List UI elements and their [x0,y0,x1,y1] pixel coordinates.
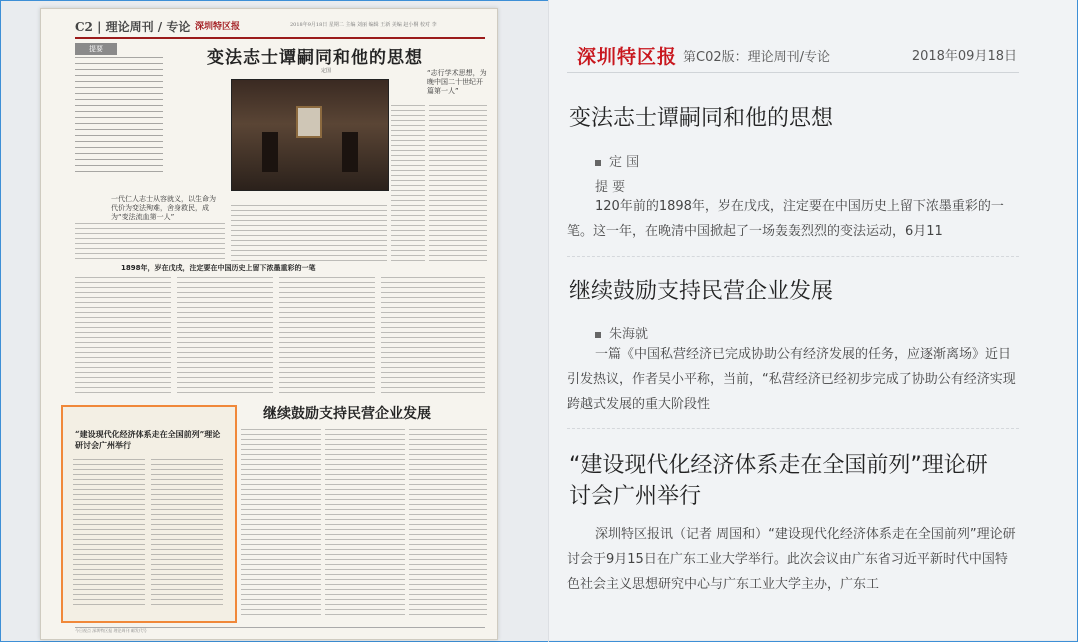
brand-logo: 深圳特区报 [577,46,678,68]
paper-column [325,429,405,619]
article-author [595,151,639,170]
portrait-image [296,106,322,138]
paper-selected-article[interactable] [61,405,237,623]
paper-subhead: 1898年，岁在戊戌，注定要在中国历史上留下浓墨重彩的一笔 [121,264,316,272]
article-item[interactable] [567,90,1019,257]
article-author [595,323,648,342]
article-title[interactable]: 继续鼓励支持民营企业发展 [569,279,834,304]
paper-summary-tag: 提要 [75,43,117,55]
article-item[interactable] [567,428,1019,608]
article-excerpt: 一篇《中国私营经济已完成协助公有经济发展的任务，应逐渐离场》近日引发热议，作者吴小平称，当前，“私营经济已经初步完成了协助公有经济实现跨越式发展的重大阶段性 [567,347,1016,412]
paper-column [409,429,487,619]
paper-headline-1[interactable]: 变法志士谭嗣同和他的思想 [207,48,423,68]
edition-label: 第C02版：理论周刊/专论 [683,50,830,65]
paper-header [75,15,485,39]
paper-photo [231,79,389,191]
author-name: 定 国 [609,155,640,170]
paper-column [75,223,225,259]
paper-column [151,459,223,609]
list-header [567,40,1019,73]
paper-edition: C2 | 理论周刊 / 专论 [75,20,191,34]
paper-quote-right: “志行学术思想，为晚中国二十世纪开篇第一人” [427,69,487,95]
bullet-icon [595,160,601,166]
article-excerpt: 深圳特区报讯（记者 周国和）“建设现代化经济体系走在全国前列”理论研讨会于9月15日在广东工业大学举行。此次会议由广东省习近平新时代中国特色社会主义思想研究中心与广东工业大学主办，广东工 [567,527,1016,592]
chair-shape [342,132,358,172]
paper-meta: 2018年9月18日 星期二 主编 刘丽 编辑 王新 美编 赵小桐 校对 李 [290,22,437,28]
paper-column [429,105,487,265]
newspaper-page[interactable] [40,8,498,640]
article-item[interactable] [567,256,1019,429]
author-name: 朱海就 [609,327,649,342]
article-list-pane [549,0,1077,640]
chair-shape [262,132,278,172]
paper-headline-2[interactable]: 继续鼓励支持民营企业发展 [263,406,431,422]
article-title[interactable]: “建设现代化经济体系走在全国前列”理论研讨会广州举行 [569,453,988,509]
paper-footer: 今日视点 深圳特区报 理论周刊 邮发代号 [75,627,485,636]
paper-column [241,429,321,619]
paper-column [231,205,387,261]
paper-quote-left: 一代仁人志士从容就义，以生命为代价为变法殉难，舍身救民，成为“变法流血第一人” [111,195,216,221]
paper-headline-3: “建设现代化经济体系走在全国前列”理论研讨会广州举行 [75,429,221,450]
paper-summary-text [75,57,163,177]
article-label: 提 要 [595,180,626,195]
paper-byline: 定国 [321,68,332,74]
article-title[interactable]: 变法志士谭嗣同和他的思想 [569,106,834,131]
paper-column [177,277,273,393]
paper-column [391,105,425,265]
article-excerpt: 120年前的1898年，岁在戊戌，注定要在中国历史上留下浓墨重彩的一笔。这一年，在晚清中国掀起了一场轰轰烈烈的变法运动，6月11 [567,199,1004,239]
issue-date: 2018年09月18日 [911,49,1017,64]
paper-column [75,277,171,393]
paper-column [73,459,145,609]
bullet-icon [595,332,601,338]
paper-logo: 深圳特区报 [195,22,241,32]
paper-column [279,277,375,393]
paper-column [381,277,485,393]
